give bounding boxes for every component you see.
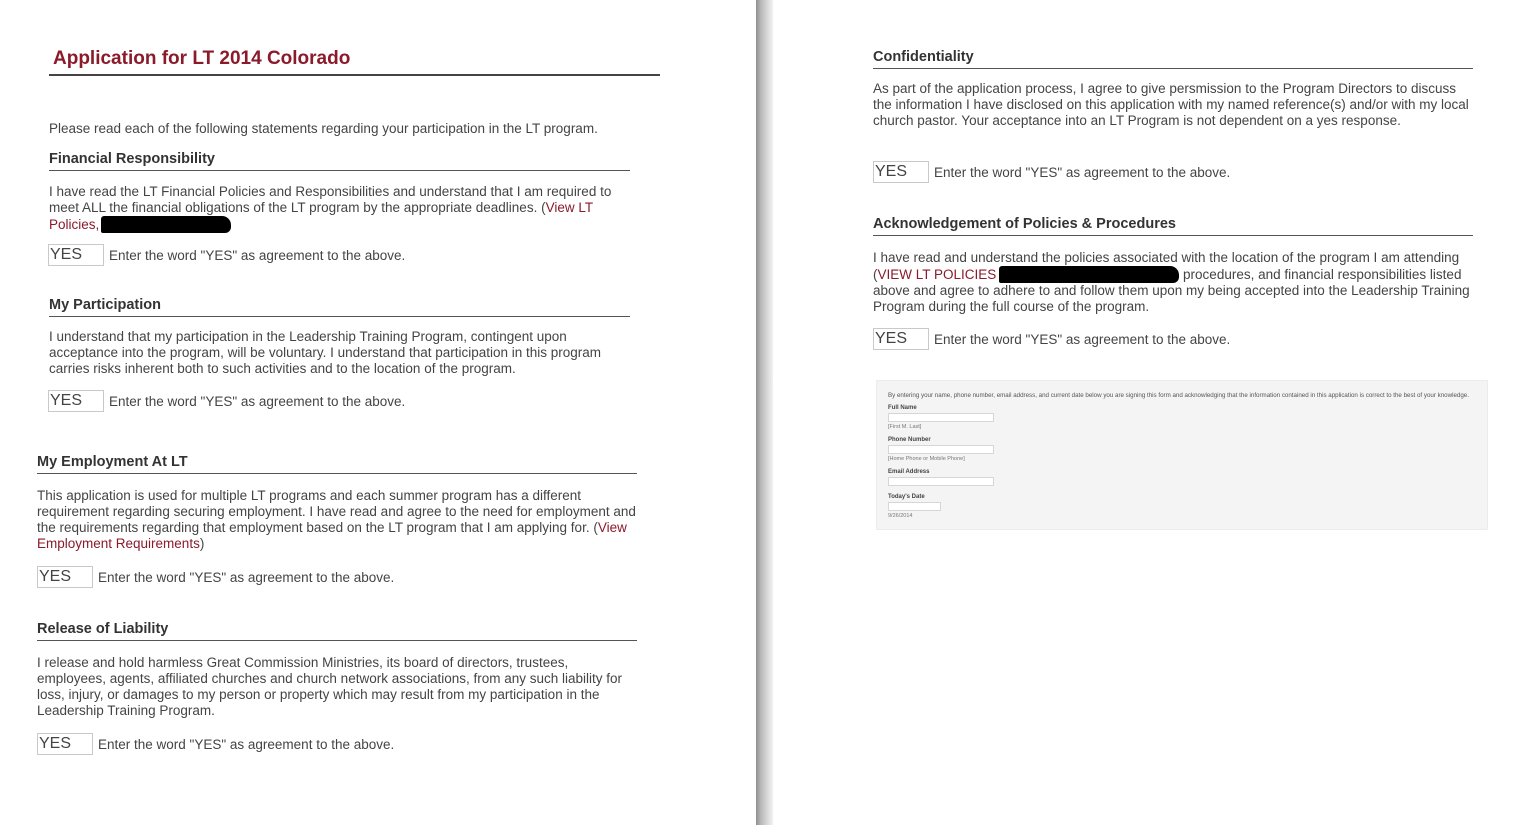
redaction-bar	[999, 266, 1179, 283]
section-heading: My Employment At LT	[37, 454, 637, 474]
title-divider	[49, 74, 660, 76]
phone-number-hint: [Home Phone or Mobile Phone]	[888, 456, 965, 462]
right-page	[773, 0, 1540, 825]
acknowledgement-agreement-row	[873, 328, 1230, 350]
email-address-label: Email Address	[888, 469, 930, 475]
agreement-hint: Enter the word "YES" as agreement to the above.	[934, 331, 1231, 347]
participation-section	[49, 297, 630, 377]
section-body: I have read and understand the policies associated with the location of the program I am attending (VIEW LT POLICIES procedures, and financial responsibilities listed above and agree to adhere to and follow them upon my being accepted into the Leadership Training Program during the full course of the program.	[873, 250, 1470, 314]
financial-agreement-row	[48, 244, 405, 266]
section-heading: Financial Responsibility	[49, 151, 630, 171]
agreement-hint: Enter the word "YES" as agreement to the above.	[98, 736, 395, 752]
redaction-bar	[101, 216, 231, 233]
acknowledgement-yes-input[interactable]	[873, 328, 929, 350]
section-body: This application is used for multiple LT programs and each summer program has a different requirement regarding securing employment. I have read and agree to the need for employment and the requirements regarding that employment based on the LT program that I am applying for. (View Employment Requirements)	[37, 488, 636, 551]
page-title: Application for LT 2014 Colorado	[53, 48, 351, 69]
email-address-input[interactable]	[888, 477, 994, 486]
liability-section	[37, 621, 637, 719]
employment-yes-input[interactable]	[37, 566, 93, 588]
section-heading: Confidentiality	[873, 49, 1473, 69]
financial-yes-input[interactable]	[48, 244, 104, 266]
full-name-hint: [First M. Last]	[888, 424, 922, 430]
participation-agreement-row	[48, 390, 405, 412]
phone-number-input[interactable]	[888, 445, 994, 454]
intro-text: Please read each of the following statements regarding your participation in the LT program.	[49, 121, 598, 136]
financial-section	[49, 151, 630, 233]
section-body: I release and hold harmless Great Commission Ministries, its board of directors, trustees, employees, agents, affiliated churches and church network associations, from any such liability for loss, injury, or damages to my person or property which may result from my participation in the Leadership Training Program.	[37, 655, 623, 718]
employment-agreement-row	[37, 566, 394, 588]
section-heading: My Participation	[49, 297, 630, 317]
signature-panel	[876, 380, 1488, 530]
confidentiality-agreement-row	[873, 161, 1230, 183]
section-body: I understand that my participation in the Leadership Training Program, contingent upon acceptance into the program, will be voluntary. I understand that participation in this program carries risks inherent both to such activities and to the location of the program.	[49, 329, 602, 376]
liability-yes-input[interactable]	[37, 733, 93, 755]
section-heading: Release of Liability	[37, 621, 637, 641]
employment-section	[37, 454, 637, 552]
confidentiality-yes-input[interactable]	[873, 161, 929, 183]
todays-date-input[interactable]	[888, 502, 941, 511]
page-divider	[756, 0, 773, 825]
left-page	[0, 0, 756, 825]
liability-agreement-row	[37, 733, 394, 755]
todays-date-label: Today's Date	[888, 494, 925, 500]
todays-date-value: 9/26/2014	[888, 513, 913, 519]
view-employment-requirements-link[interactable]: View Employment Requirements	[37, 520, 627, 551]
signature-intro: By entering your name, phone number, email address, and current date below you are signing this form and acknowledging that the information contained in this application is correct to the best of your knowledge.	[888, 392, 1469, 399]
view-lt-policies-link[interactable]: View LT Policies,	[49, 200, 593, 232]
confidentiality-section	[873, 49, 1473, 129]
acknowledgement-section	[873, 216, 1473, 315]
full-name-label: Full Name	[888, 405, 917, 411]
participation-yes-input[interactable]	[48, 390, 104, 412]
agreement-hint: Enter the word "YES" as agreement to the above.	[934, 164, 1231, 180]
section-body: I have read the LT Financial Policies and Responsibilities and understand that I am required to meet ALL the financial obligations of the LT program by the appropriate deadlines. (View LT Policies,	[49, 184, 612, 232]
agreement-hint: Enter the word "YES" as agreement to the above.	[98, 569, 395, 585]
phone-number-label: Phone Number	[888, 437, 931, 443]
section-body: As part of the application process, I agree to give persmission to the Program Directors to discuss the information I have disclosed on this application with my named reference(s) and/or with my local church pastor. Your acceptance into an LT Program is not dependent on a yes response.	[873, 81, 1469, 128]
agreement-hint: Enter the word "YES" as agreement to the above.	[109, 393, 406, 409]
full-name-input[interactable]	[888, 413, 994, 422]
section-heading: Acknowledgement of Policies & Procedures	[873, 216, 1473, 236]
view-lt-policies-link[interactable]: VIEW LT POLICIES	[877, 267, 997, 282]
agreement-hint: Enter the word "YES" as agreement to the above.	[109, 247, 406, 263]
